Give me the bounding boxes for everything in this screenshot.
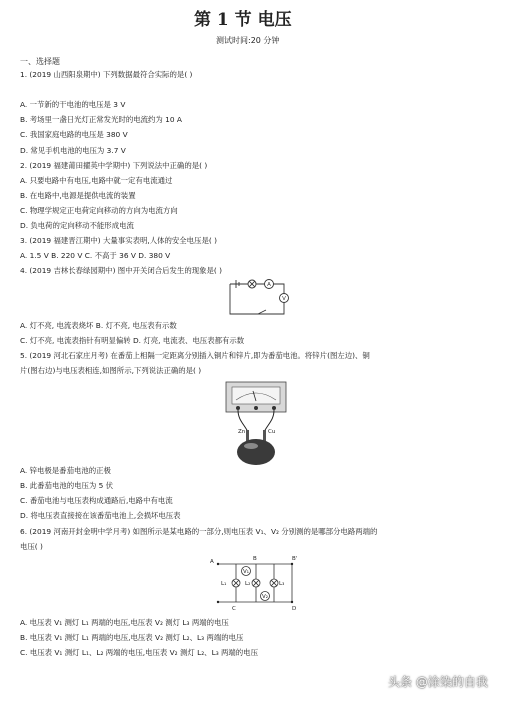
q2-option-a: A. 只要电路中有电压,电路中就一定有电流通过 bbox=[20, 176, 173, 185]
q5-tomato-battery-figure bbox=[224, 380, 288, 466]
q6-stem-line-2: 电压( ) bbox=[20, 542, 43, 551]
q6-option-a: A. 电压表 V₁ 测灯 L₁ 两端的电压,电压表 V₂ 测灯 L₃ 两端的电压 bbox=[20, 618, 229, 627]
q1-option-a: A. 一节新的干电池的电压是 3 V bbox=[20, 100, 126, 109]
q1-option-b: B. 考场里一盏日光灯正常发光时的电流约为 10 A bbox=[20, 115, 182, 124]
q6-option-c: C. 电压表 V₁ 测灯 L₁、L₂ 两端的电压,电压表 V₂ 测灯 L₂、L₃ 两端的电压 bbox=[20, 648, 258, 657]
zn-label: Zn bbox=[238, 429, 246, 435]
lamp-l2-label: L₂ bbox=[245, 581, 251, 587]
lamp-l3-label: L₃ bbox=[279, 581, 285, 587]
q6-circuit-diagram bbox=[208, 554, 304, 612]
q2-option-b: B. 在电路中,电源是提供电流的装置 bbox=[20, 191, 136, 200]
section-heading: 一、选择题 bbox=[20, 57, 60, 66]
q4-options-line-2: C. 灯不亮, 电流表指针有明显偏转 D. 灯亮, 电流表、电压表都有示数 bbox=[20, 336, 245, 345]
lamp-l1-label: L₁ bbox=[221, 581, 227, 587]
q4-options-line-1: A. 灯不亮, 电流表烧坏 B. 灯不亮, 电压表有示数 bbox=[20, 321, 177, 330]
node-c-label: C bbox=[232, 606, 236, 612]
voltmeter-v2-label: V₂ bbox=[262, 594, 268, 600]
q5-option-d: D. 将电压表直接接在该番茄电池上,会损坏电压表 bbox=[20, 511, 181, 520]
q6-option-b: B. 电压表 V₁ 测灯 L₁ 两端的电压,电压表 V₂ 测灯 L₂、L₃ 两端的电压 bbox=[20, 633, 244, 642]
q5-stem-line-1: 5. (2019 河北石家庄月考) 在番茄上相隔一定距离分别插入铜片和锌片,即为番茄电池。将锌片(图左边)、铜 bbox=[20, 351, 370, 360]
node-d-label: D bbox=[292, 606, 297, 612]
q3-options: A. 1.5 V B. 220 V C. 不高于 36 V D. 380 V bbox=[20, 251, 171, 260]
page-title: 第 1 节 电压 bbox=[194, 10, 292, 30]
watermark: 头条 @涂染的自我 bbox=[388, 675, 488, 689]
q1-stem: 1. (2019 山西阳泉期中) 下列数据最符合实际的是( ) bbox=[20, 70, 193, 79]
node-bprime-label: B' bbox=[292, 556, 298, 562]
q5-option-a: A. 锌电极是番茄电池的正极 bbox=[20, 466, 111, 475]
test-time: 测试时间:20 分钟 bbox=[216, 36, 280, 45]
q5-stem-line-2: 片(图右边)与电压表相连,如图所示,下列说法正确的是( ) bbox=[20, 366, 202, 375]
q5-option-b: B. 此番茄电池的电压为 5 伏 bbox=[20, 481, 114, 490]
q3-stem: 3. (2019 福建晋江期中) 大量事实表明,人体的安全电压是( ) bbox=[20, 236, 217, 245]
q4-circuit-diagram bbox=[222, 276, 292, 320]
q2-option-c: C. 物理学规定正电荷定向移动的方向为电流方向 bbox=[20, 206, 178, 215]
voltmeter-symbol: V bbox=[282, 296, 286, 302]
q2-option-d: D. 负电荷的定向移动不能形成电流 bbox=[20, 221, 134, 230]
q6-stem-line-1: 6. (2019 河南开封金明中学月考) 如图所示是某电路的一部分,则电压表 V₁、V₂ 分别测的是哪部分电路两端的 bbox=[20, 527, 378, 536]
q5-option-c: C. 番茄电池与电压表构成通路后,电路中有电流 bbox=[20, 496, 173, 505]
q4-stem: 4. (2019 吉林长春绿园期中) 图中开关闭合后发生的现象是( ) bbox=[20, 266, 222, 275]
ammeter-symbol: A bbox=[267, 282, 271, 288]
cu-label: Cu bbox=[268, 429, 276, 435]
voltmeter-v1-label: V₁ bbox=[243, 569, 249, 575]
q1-option-d: D. 常见手机电池的电压为 3.7 V bbox=[20, 146, 126, 155]
node-b-label: B bbox=[253, 556, 257, 562]
node-a-label: A bbox=[210, 559, 214, 565]
q1-option-c: C. 我国家庭电路的电压是 380 V bbox=[20, 130, 128, 139]
q2-stem: 2. (2019 福建莆田擢英中学期中) 下列说法中正确的是( ) bbox=[20, 161, 208, 170]
